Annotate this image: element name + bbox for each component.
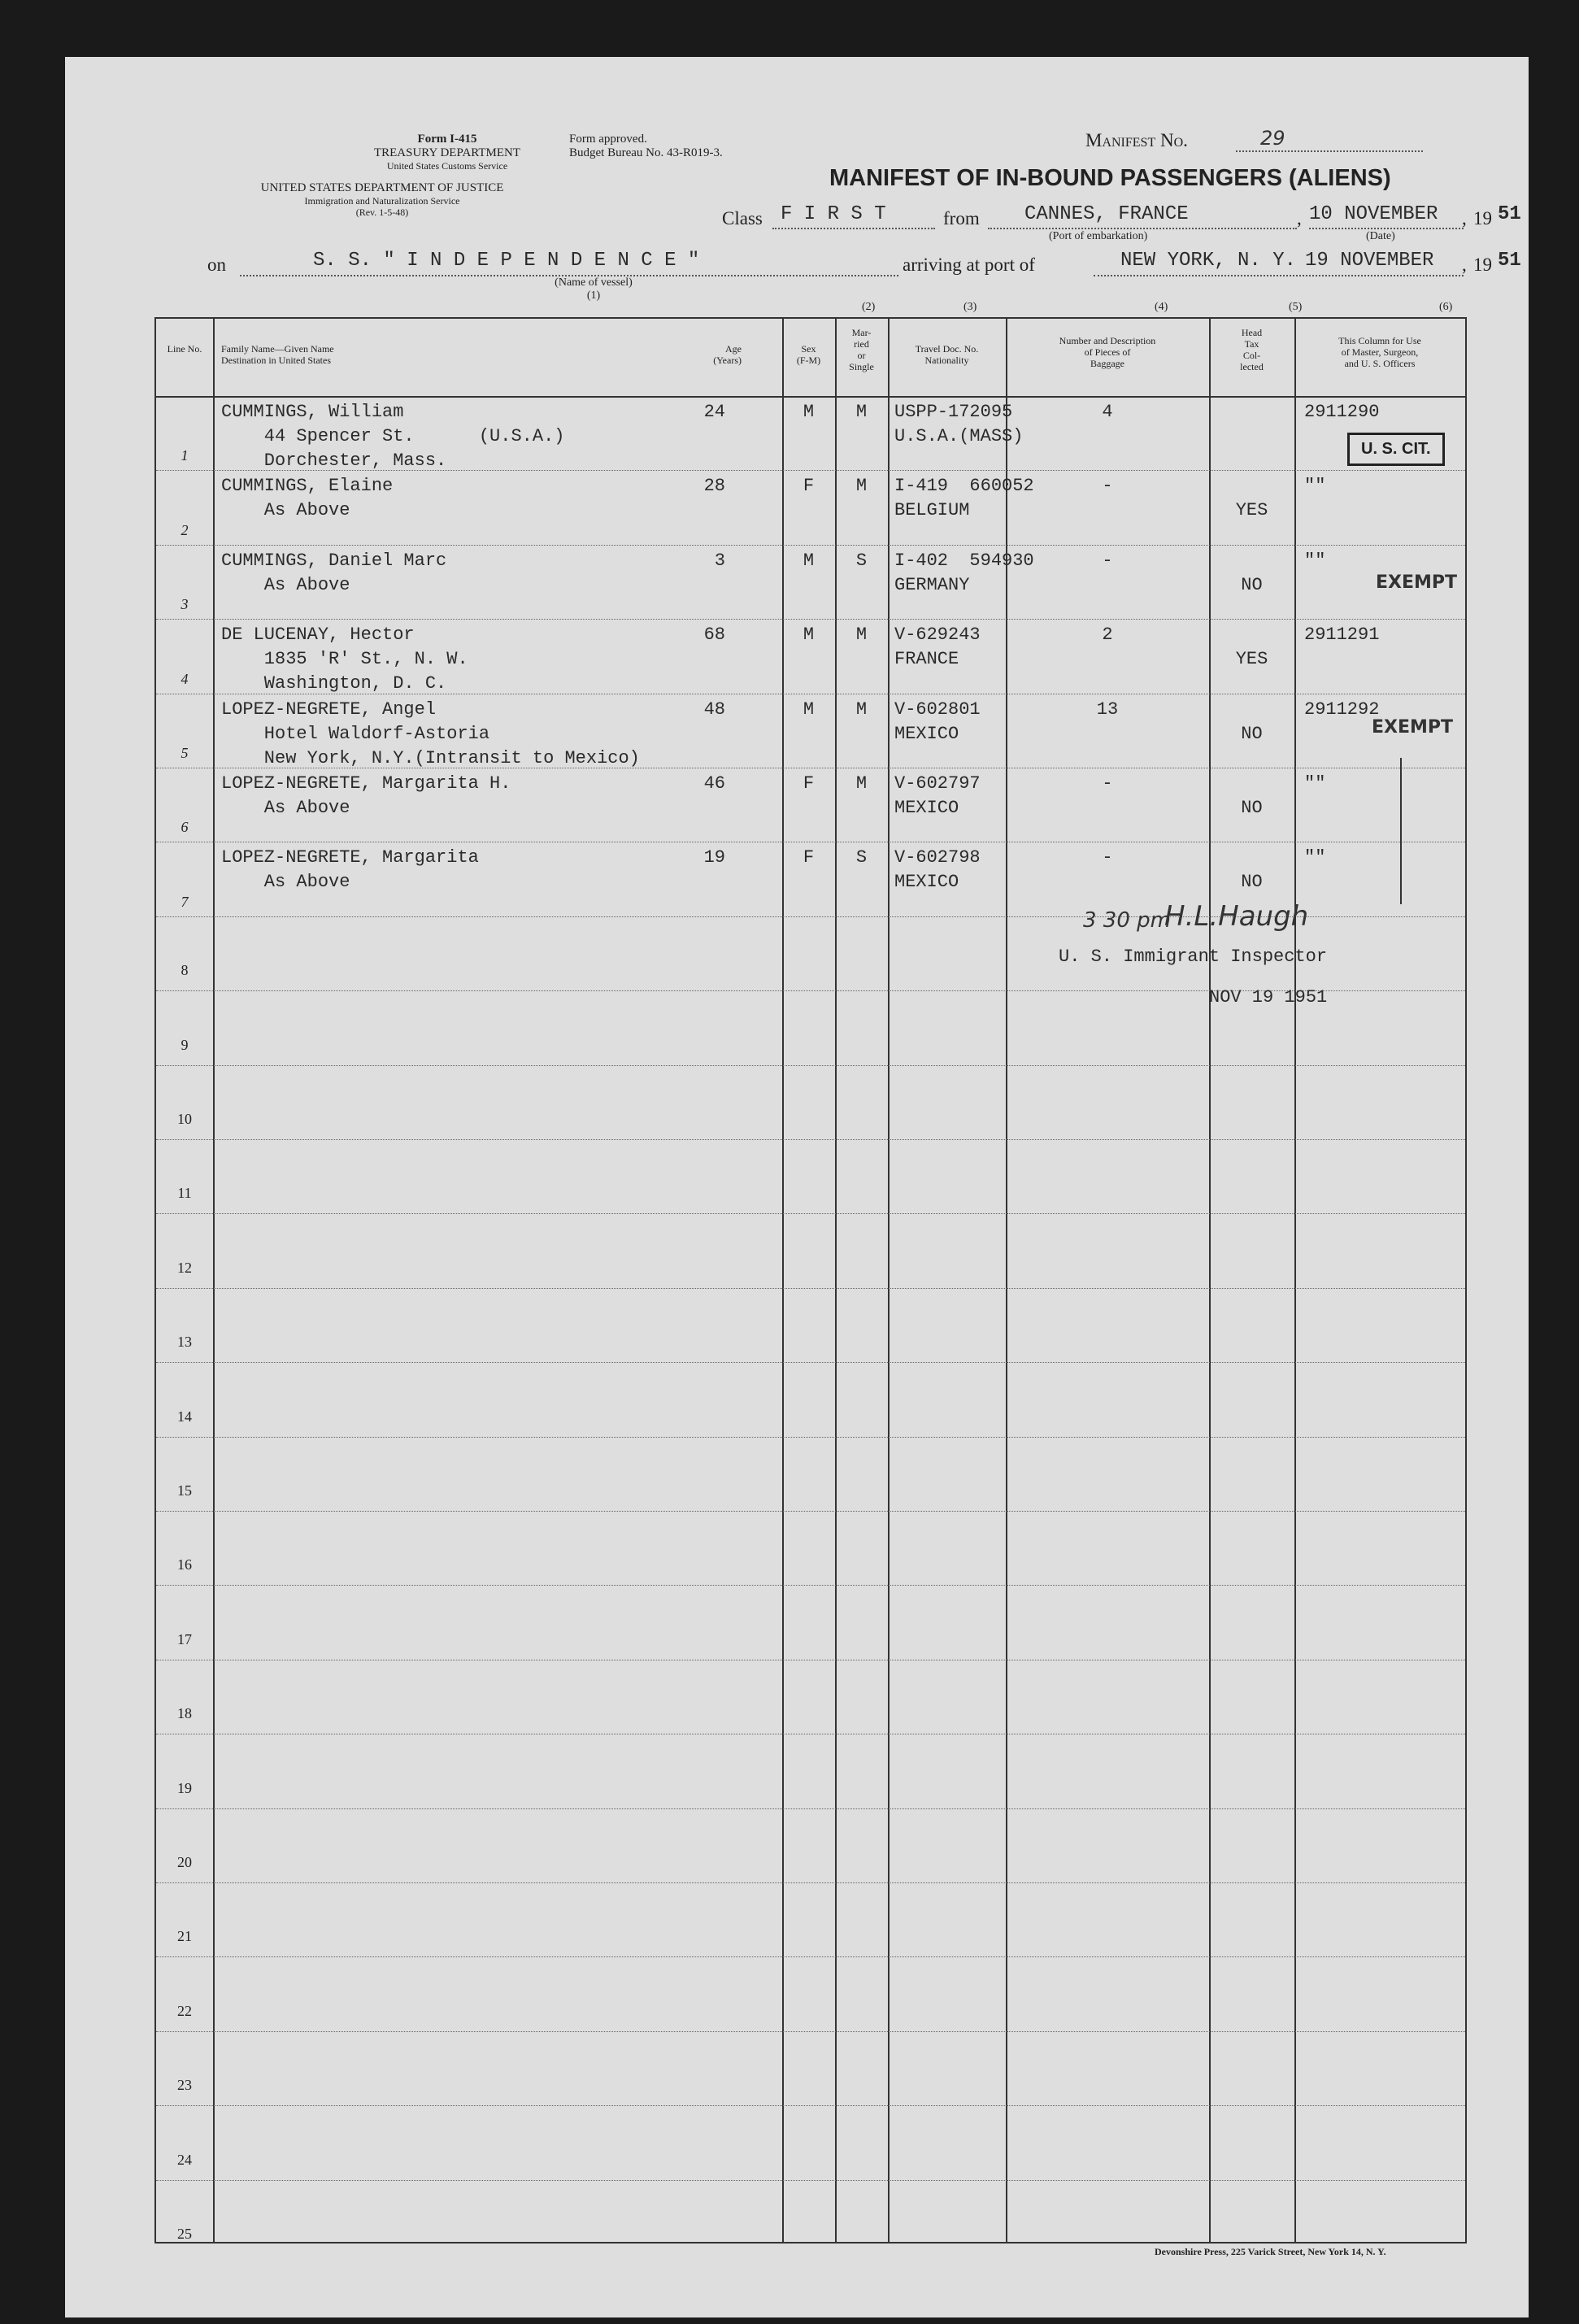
class-label: Class — [722, 208, 763, 228]
passenger-travel-doc: V-602797 MEXICO — [894, 773, 981, 818]
passenger-officer-note: "" — [1304, 773, 1326, 794]
ins-service: Immigration and Naturalization Service — [304, 195, 460, 207]
line-number: 24 — [177, 2151, 192, 2168]
passenger-officer-note: 2911291 — [1304, 625, 1380, 646]
line-number: 22 — [177, 2002, 192, 2019]
passenger-travel-doc: I-419 660052 BELGIUM — [894, 476, 1034, 521]
from-value: CANNES, FRANCE — [1024, 203, 1189, 225]
passenger-age: 24 — [703, 402, 725, 422]
exempt-annotation-2: EXEMPT — [1372, 717, 1454, 738]
treasury-dept: TREASURY DEPARTMENT — [373, 146, 521, 159]
passenger-married: S — [855, 550, 868, 571]
passenger-baggage: - — [1102, 550, 1113, 571]
line-number: 2 — [181, 521, 189, 538]
form-revision: (Rev. 1-5-48) — [355, 207, 409, 218]
passenger-name: LOPEZ-NEGRETE, Margarita As Above — [221, 847, 479, 893]
col-num-3: (3) — [963, 301, 977, 313]
passenger-officer-note: "" — [1304, 550, 1326, 571]
header-sex: Sex (F-M) — [796, 343, 821, 366]
line-number: 15 — [177, 1482, 192, 1499]
passenger-head-tax: NO — [1241, 723, 1263, 744]
on-label: on — [207, 255, 226, 275]
passenger-age: 68 — [703, 625, 725, 646]
passenger-officer-note: "" — [1304, 476, 1326, 497]
date1-value: 10 NOVEMBER — [1309, 203, 1438, 225]
passenger-head-tax: YES — [1235, 649, 1268, 670]
line-number: 18 — [177, 1705, 192, 1722]
passenger-travel-doc: V-629243 FRANCE — [894, 625, 981, 670]
passenger-sex: M — [803, 550, 815, 571]
passenger-married: M — [855, 476, 868, 497]
port-value: NEW YORK, N. Y. — [1120, 250, 1297, 272]
line-number: 11 — [177, 1185, 192, 1202]
passenger-married: M — [855, 625, 868, 646]
line-number: 5 — [181, 745, 189, 761]
passenger-age: 48 — [703, 699, 725, 720]
arriving-label: arriving at port of — [903, 255, 1035, 275]
col-num-6: (6) — [1439, 301, 1453, 313]
header-travel-doc: Travel Doc. No. Nationality — [915, 343, 979, 366]
passenger-baggage: - — [1102, 773, 1113, 794]
arrow-line — [1400, 758, 1402, 904]
manifest-no-value: 29 — [1260, 127, 1285, 150]
customs-service: United States Customs Service — [386, 160, 508, 172]
inspection-date-stamp: NOV 19 1951 — [1209, 987, 1328, 1008]
from-label: from — [943, 208, 980, 228]
date-note: (Date) — [1366, 230, 1395, 242]
class-value: F I R S T — [781, 203, 886, 225]
passenger-name: LOPEZ-NEGRETE, Angel Hotel Waldorf-Astoria New York, N.Y.(Intransit to Mexico) — [221, 699, 640, 768]
passenger-baggage: 2 — [1102, 625, 1113, 646]
port-line — [1094, 275, 1464, 276]
inspector-stamp: U. S. Immigrant Inspector — [1059, 947, 1328, 967]
approval-note — [569, 133, 723, 160]
line-number: 8 — [181, 962, 189, 979]
header-married: Mar- ried or Single — [849, 327, 874, 372]
passenger-age: 28 — [703, 476, 725, 497]
passenger-name: CUMMINGS, Daniel Marc As Above — [221, 550, 447, 595]
line-number: 13 — [177, 1334, 192, 1351]
passenger-officer-note: 2911292 — [1304, 699, 1380, 720]
line-number: 16 — [177, 1556, 192, 1573]
justice-header — [207, 181, 557, 218]
justice-dept: UNITED STATES DEPARTMENT OF JUSTICE — [260, 181, 504, 194]
line-number: 1 — [181, 447, 189, 464]
passenger-travel-doc: V-602801 MEXICO — [894, 699, 981, 744]
passenger-head-tax: NO — [1241, 872, 1263, 893]
year1-value: 51 — [1498, 203, 1521, 225]
date1-line — [1309, 228, 1464, 229]
form-number: Form I-415 — [417, 133, 477, 146]
passenger-sex: F — [803, 773, 815, 794]
passenger-age: 46 — [703, 773, 725, 794]
col-num-5: (5) — [1289, 301, 1303, 313]
passenger-sex: M — [803, 699, 815, 720]
year2-value: 51 — [1498, 250, 1521, 272]
passenger-name: LOPEZ-NEGRETE, Margarita H. As Above — [221, 773, 511, 818]
passenger-married: M — [855, 699, 868, 720]
passenger-married: M — [855, 402, 868, 422]
vessel-note — [520, 276, 667, 302]
form-approved: Form approved. — [569, 133, 647, 146]
vessel-value: S. S. " I N D E P E N D E N C E " — [313, 250, 700, 272]
line-number: 3 — [181, 596, 189, 613]
from-note: (Port of embarkation) — [1049, 230, 1148, 242]
budget-bureau: Budget Bureau No. 43-R019-3. — [569, 146, 723, 159]
passenger-table — [154, 317, 1467, 2243]
passenger-name: CUMMINGS, William 44 Spencer St. (U.S.A.) Dorchester, Mass. — [221, 402, 565, 471]
passenger-married: M — [855, 773, 868, 794]
year1-prefix: 19 — [1473, 208, 1492, 228]
passenger-travel-doc: V-602798 MEXICO — [894, 847, 981, 893]
passenger-married: S — [855, 847, 868, 868]
col-num-2: (2) — [862, 301, 876, 313]
line-number: 25 — [177, 2226, 192, 2242]
header-officers: This Column for Use of Master, Surgeon, and U. S. Officers — [1338, 335, 1421, 369]
manifest-no-line — [1236, 150, 1423, 152]
passenger-sex: M — [803, 402, 815, 422]
line-number: 4 — [181, 670, 189, 687]
manifest-page: Form I-415 TREASURY DEPARTMENT United States Customs Service UNITED STATES DEPARTMENT OF JUSTICE Immigration and Naturalization Service (Rev. 1-5-48) Form approved. Budget Bureau No. 43-R019-3. Manifest No. 29 MANIFEST OF IN-BOUND PASSENGERS (ALIENS) Class F I R S T from CANNES, FRANCE (Port of embarkation) , 10 NOVEMBER (Date) , 19 51 on S. S. " I N D E P E N D E N C E " (Name of vessel) (1) arriving at port of NEW YORK, N. Y. 19 NOVEMBER , 19 51 (2) (3) (4) (5) (6) — [65, 57, 1529, 2317]
passenger-age: 19 — [703, 847, 725, 868]
passenger-baggage: 13 — [1096, 699, 1119, 720]
passenger-travel-doc: USPP-172095 U.S.A.(MASS) — [894, 402, 1024, 446]
exempt-annotation-1: EXEMPT — [1376, 572, 1458, 593]
line-number: 7 — [181, 893, 189, 910]
form-header — [325, 133, 569, 172]
line-number: 14 — [177, 1408, 192, 1425]
passenger-baggage: - — [1102, 847, 1113, 868]
header-head-tax: Head Tax Col- lected — [1240, 327, 1264, 372]
passenger-head-tax: NO — [1241, 798, 1263, 818]
passenger-age: 3 — [714, 550, 725, 571]
passenger-sex: M — [803, 625, 815, 646]
line-number: 10 — [177, 1111, 192, 1127]
from-line — [988, 228, 1297, 229]
line-number: 6 — [181, 819, 189, 836]
us-citizen-stamp: U. S. CIT. — [1347, 433, 1445, 466]
manifest-no-label: Manifest No. — [1085, 130, 1188, 150]
line-number: 17 — [177, 1630, 192, 1647]
passenger-officer-note: "" — [1304, 847, 1326, 868]
class-line — [772, 228, 935, 229]
passenger-baggage: 4 — [1102, 402, 1113, 422]
passenger-name: CUMMINGS, Elaine As Above — [221, 476, 394, 521]
passenger-baggage: - — [1102, 476, 1113, 497]
header-line-no: Line No. — [167, 343, 202, 355]
header-baggage: Number and Description of Pieces of Baggage — [1059, 335, 1156, 369]
col-num-4: (4) — [1155, 301, 1168, 313]
passenger-name: DE LUCENAY, Hector 1835 'R' St., N. W. Washington, D. C. — [221, 625, 468, 694]
date2-value: 19 NOVEMBER — [1305, 250, 1434, 272]
passenger-travel-doc: I-402 594930 GERMANY — [894, 550, 1034, 595]
passenger-head-tax: NO — [1241, 574, 1263, 595]
manifest-title: MANIFEST OF IN-BOUND PASSENGERS (ALIENS) — [829, 165, 1391, 191]
passenger-sex: F — [803, 476, 815, 497]
line-number: 9 — [181, 1036, 189, 1053]
inspection-time: 3 30 pm — [1083, 908, 1171, 933]
col-num-1: (1) — [586, 289, 601, 302]
printer-footer: Devonshire Press, 225 Varick Street, New York 14, N. Y. — [1155, 2246, 1386, 2257]
vessel-note-text: (Name of vessel) — [555, 276, 633, 289]
line-number: 12 — [177, 1259, 192, 1276]
year2-prefix: 19 — [1473, 255, 1492, 275]
line-number: 23 — [177, 2077, 192, 2094]
passenger-officer-note: 2911290 — [1304, 402, 1380, 422]
passenger-head-tax: YES — [1235, 500, 1268, 521]
passenger-sex: F — [803, 847, 815, 868]
header-age: Age (Years) — [713, 343, 742, 366]
line-number: 20 — [177, 1854, 192, 1870]
inspector-signature: H.L.Haugh — [1164, 900, 1309, 933]
header-name: Family Name—Given Name Destination in United States — [221, 343, 334, 366]
line-number: 19 — [177, 1779, 192, 1796]
line-number: 21 — [177, 1928, 192, 1945]
